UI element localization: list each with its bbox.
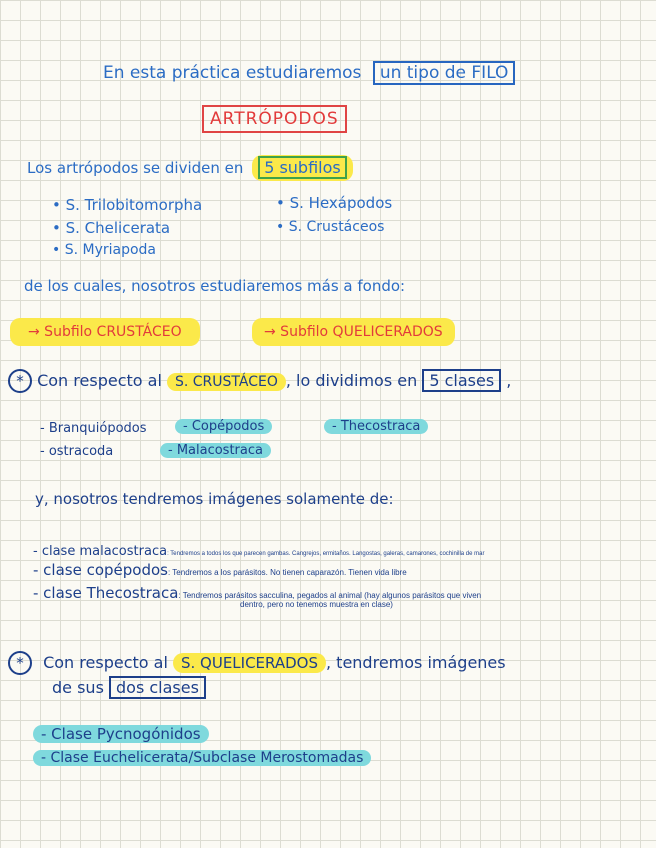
subfilo-5: • S. Crustáceos	[276, 219, 385, 235]
queliceros-prefix: Con respecto al	[43, 653, 168, 672]
queliceros-line2-text: de sus	[52, 678, 104, 697]
clase-branquiopodos: - Branquiópodos	[40, 421, 147, 436]
divide-line	[27, 158, 353, 177]
subfilo-1: • S. Trilobitomorpha	[52, 196, 203, 214]
clase-malacostraca: - Malacostraca	[160, 443, 271, 458]
intro-text: En esta práctica estudiaremos	[103, 63, 362, 83]
highlight-queliceros: → Subfilo QUELICERADOS	[252, 318, 455, 346]
clase-item-label: - clase malacostraca	[33, 544, 168, 559]
queliceros-line2	[52, 678, 206, 697]
clase-item-note: : Tendremos a todos los que parecen gambas. Cangrejos, ermitaños. Langostas, galeras, camarones, cochinilla de mar	[167, 551, 485, 557]
clase-copepodos: - Copépodos	[175, 419, 272, 434]
queliceros-suffix: , tendremos imágenes	[326, 653, 506, 672]
clase-item-label: - clase Thecostraca	[33, 584, 179, 602]
subfilo-4: • S. Hexápodos	[276, 194, 393, 212]
study-intro: de los cuales, nosotros estudiaremos más a fondo:	[24, 277, 406, 295]
clase-item-2	[33, 560, 407, 579]
imagenes-intro: y, nosotros tendremos imágenes solamente de:	[35, 490, 394, 508]
clase-item-1	[33, 540, 484, 559]
crustaceo-mid: , lo dividimos en	[285, 371, 418, 390]
crustaceo-prefix: Con respecto al	[37, 371, 162, 390]
crustaceo-suffix: ,	[506, 371, 512, 390]
divide-text: Los artrópodos se dividen en	[27, 159, 244, 177]
crustaceo-name: S. CRUSTÁCEO	[167, 373, 286, 391]
crustaceo-boxed: 5 clases	[422, 369, 501, 392]
clase-item-note: : Tendremos parásitos sacculina, pegados al animal (hay algunos parásitos que viven	[178, 591, 482, 600]
queli-clase-1: - Clase Pycnogónidos	[33, 725, 209, 743]
clase-item-note: : Tendremos a los parásitos. No tienen caparazón. Tienen vida libre	[168, 568, 407, 577]
divide-boxed: 5 subfilos	[258, 156, 347, 179]
divide-highlight	[252, 155, 353, 181]
clase-ostracoda: - ostracoda	[40, 444, 114, 459]
clase-item-label: - clase copépodos	[33, 561, 168, 579]
subfilo-3: • S. Myriapoda	[52, 242, 157, 258]
clase-thecostraca: - Thecostraca	[324, 419, 428, 434]
highlight-crustaceo: → Subfilo CRUSTÁCEO	[10, 318, 200, 346]
page-title: ARTRÓPODOS	[202, 105, 347, 133]
queliceros-line	[8, 651, 506, 675]
asterisk-icon: *	[8, 651, 32, 675]
clase-item-3-note-cont: dentro, pero no tenemos muestra en clase)	[240, 600, 393, 609]
crustaceo-line	[8, 369, 511, 393]
intro-line	[103, 63, 515, 83]
queli-clase-2: - Clase Euchelicerata/Subclase Merostomadas	[33, 750, 371, 766]
subfilo-2: • S. Chelicerata	[52, 219, 171, 237]
asterisk-icon: *	[8, 369, 32, 393]
queliceros-boxed: dos clases	[109, 676, 206, 699]
intro-boxed: un tipo de FILO	[373, 61, 516, 85]
queliceros-name: S. QUELICERADOS	[173, 653, 326, 673]
